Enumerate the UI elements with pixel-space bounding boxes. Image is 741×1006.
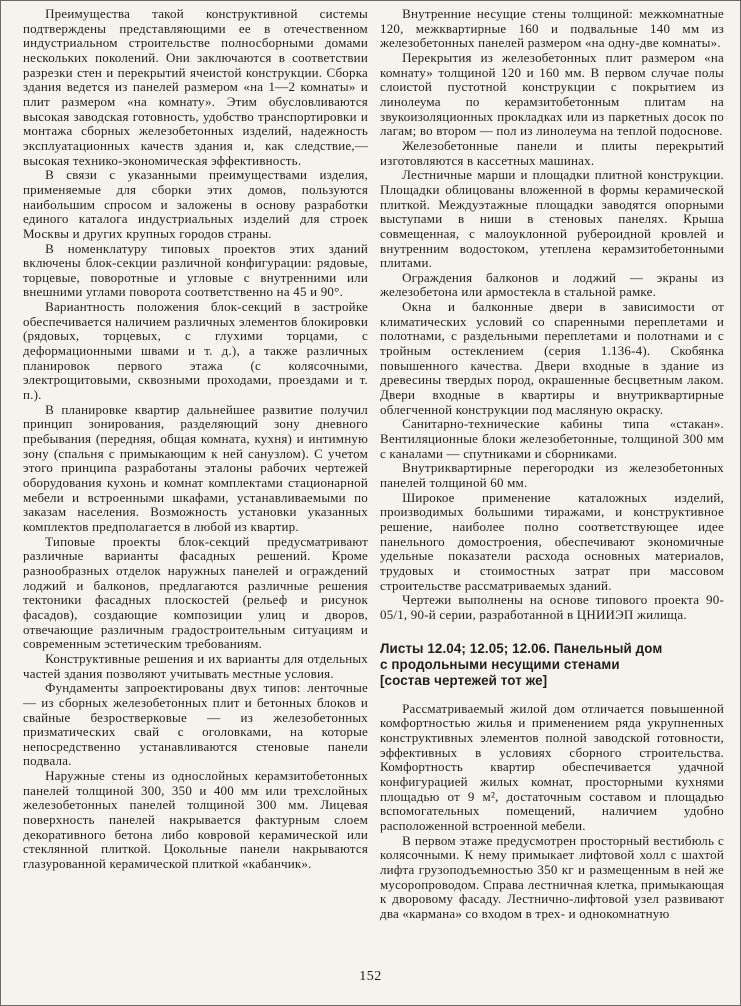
paragraph: В планировке квартир дальнейшее развитие получил принцип зонирования, разделяющий зону дневного пребывания (передняя, общая комната, кухня) и интимную зону (спальня с примыкающим к ней санузлом). С учетом этого принципа разработаны эталоны рабочих чертежей оборудования кухонь и комнат комплектами стационарной мебели и встроенными шкафами, устанавливаемыми по заказам населения. Возможность установки указанных комплектов предполагается в любой из квартир. <box>23 401 368 534</box>
section-heading <box>380 641 724 690</box>
page-number: 152 <box>359 969 382 984</box>
paragraph: В связи с указанными преимуществами изделия, применяемые для сборки этих домов, пользуются наибольшим спросом и заложены в основу разработки единого каталога индустриальных изделий для строек Москвы и других крупных городов страны. <box>23 167 368 241</box>
paragraph: Преимущества такой конструктивной системы подтверждены представляющими ее в отечественном индустриальном строительстве полносборными домами нескольких поколений. Они заключаются в соответствии разрезки стен и перекрытий ячеистой конструкции. Сборка здания ведется из панелей размером «на 1—2 комнаты» и плит размером «на комнату». Этим обусловливаются высокая заводская готовность, удобство транспортировки и монтажа сборных железобетонных изделий, надежность эксплуатационных качеств здания и, как следствие,— высокая технико-экономическая эффективность. <box>23 6 368 168</box>
section-heading-line: [состав чертежей тот же] <box>380 673 548 689</box>
paragraph: Конструктивные решения и их варианты для отдельных частей здания позволяют учитывать местные условия. <box>23 650 368 681</box>
paragraph: В первом этаже предусмотрен просторный вестибюль с колясочными. К нему примыкает лифтовой холл с шахтой лифта грузоподъемностью 350 кг и размещенным в ней же мусоропроводом. Справа лестничная клетка, примыкающая к дворовому фасаду. Лестнично-лифтовой узел развивают два «кармана» со входом в трех- и однокомнатную <box>380 832 724 921</box>
section-heading-line: с продольными несущими стенами <box>380 656 620 672</box>
paragraph: Внутренние несущие стены толщиной: межкомнатные 120, межквартирные 160 и подвальные 140 мм из железобетонных панелей размером «на одну-две комнаты». <box>380 6 724 51</box>
paragraph: Типовые проекты блок-секций предусматривают различные варианты фасадных решений. Кроме разнообразных отделок наружных панелей и ограждений лоджий и балконов, предлагаются различные решения тектоники фасадных плоскостей (рельеф и рисунок фасадов), создающие композиции улиц и дворов, отвечающие различным градостроительным ситуациям и современным эстетическим требованиям. <box>23 533 368 652</box>
paragraph: Лестничные марши и площадки плитной конструкции. Площадки облицованы вложенной в формы керамической плиткой. Междуэтажные площадки заводятся опорными выступами в ниши в стеновых панелях. Крыша совмещенная, с малоуклонной рубероидной кровлей и внутренним водостоком, утеплена керамзитобетонными плитами. <box>380 167 724 271</box>
left-text-column <box>23 7 368 872</box>
paragraph: Окна и балконные двери в зависимости от климатических условий со спаренными переплетами и полотнами, с раздельными переплетами и полотнами и с тройным остеклением (серия 1.136-4). Скобянка повышенного качества. Двери входные в здание из древесины твердых пород, окрашенные бесцветным лаком. Двери входные в квартиры и внутриквартирные облегченной конструкции под масляную окраску. <box>380 299 724 417</box>
paragraph: Железобетонные панели и плиты перекрытий изготовляются в кассетных машинах. <box>380 137 724 168</box>
paragraph: Перекрытия из железобетонных плит размером «на комнату» толщиной 120 и 160 мм. В первом случае полы слоистой пустотной конструкции с покрытием из линолеума по керамзитобетонным плитам на звукоизоляционных прокладках или из паркетных досок по лагам; во втором — пол из линолеума на теплой подоснове. <box>380 49 724 139</box>
paragraph: Вариантность положения блок-секций в застройке обеспечивается наличием различных элементов блокировки (рядовых, торцевых, с глухими торцами, с деформационными швами и т. д.), а также различных планировок первого этажа (с колясочными, электрощитовыми, сквозными проходами, проездами и т. п.). <box>23 299 368 403</box>
paragraph: В номенклатуру типовых проектов этих зданий включены блок-секции различной конфигурации: рядовые, торцевые, поворотные и угловые с внутренними или внешними углами поворота соответственно на 45 и 90°. <box>23 240 368 300</box>
paragraph: Ограждения балконов и лоджий — экраны из железобетона или армостекла в стальной рамке. <box>380 269 724 300</box>
paragraph: Чертежи выполнены на основе типового проекта 90-05/1, 90-й серии, разработанной в ЦНИИЭП жилища. <box>380 592 724 622</box>
paragraph: Наружные стены из однослойных керамзитобетонных панелей толщиной 300, 350 и 400 мм или трехслойных железобетонных панелей толщиной 300 мм. Лицевая поверхность панелей накрывается фактурным слоем декоративного бетона либо ковровой керамической или стеклянной плиткой. Цокольные панели накрываются глазурованной керамической плиткой «кабанчик». <box>23 768 368 872</box>
paragraph: Фундаменты запроектированы двух типов: ленточные — из сборных железобетонных плит и бетонных блоков и свайные безростверковые — из железобетонных призматических свай с оголовками, на которые непосредственно устанавливаются стеновые панели подвала. <box>23 680 368 769</box>
paragraph: Внутриквартирные перегородки из железобетонных панелей толщиной 60 мм. <box>380 460 724 490</box>
section-heading-line: Листы 12.04; 12.05; 12.06. Панельный дом <box>380 640 663 656</box>
right-text-column <box>380 7 724 922</box>
paragraph: Рассматриваемый жилой дом отличается повышенной комфортностью жилья и применением ряда укрупненных конструктивных элементов полной заводской готовности, эффективных в условиях сборного строительства. Комфортность квартир обеспечивается удачной конфигурацией жилых комнат, просторными кухнями площадью от 9 м², достаточным составом и площадью вспомогательных помещений, наличием удобно расположенной встроенной мебели. <box>380 700 724 834</box>
paragraph: Широкое применение каталожных изделий, производимых большими тиражами, и конструктивное решение, наиболее полно соответствующее идее панельного домостроения, обеспечивают экономичные удельные показатели расхода основных материалов, трудовых и стоимостных затрат при массовом строительстве рассматриваемых зданий. <box>380 489 724 593</box>
paragraph: Санитарно-технические кабины типа «стакан». Вентиляционные блоки железобетонные, толщиной 300 мм с каналами — спутниками и сборниками. <box>380 416 724 461</box>
